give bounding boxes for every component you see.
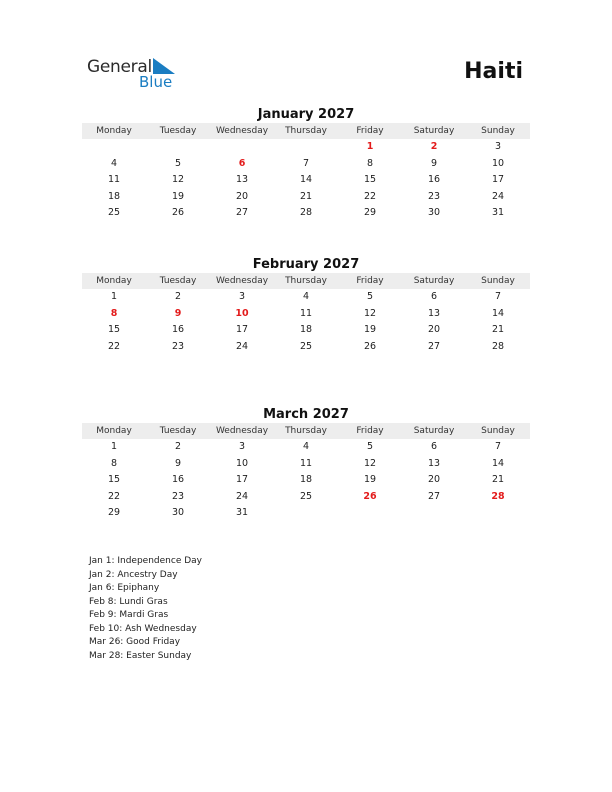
day-cell: 23 <box>171 340 185 352</box>
day-cell: 20 <box>427 474 441 486</box>
month-february <box>82 256 530 355</box>
week-row <box>82 489 530 506</box>
holiday-item: Feb 9: Mardi Gras <box>89 610 169 620</box>
week-row <box>82 189 530 206</box>
day-cell: 19 <box>171 190 185 202</box>
day-cell: 4 <box>110 157 118 169</box>
day-cell: 10 <box>235 457 249 469</box>
day-cell: 11 <box>299 457 313 469</box>
day-cell: 27 <box>427 340 441 352</box>
holiday-item: Feb 8: Lundi Gras <box>89 596 168 607</box>
day-cell: 3 <box>494 141 502 152</box>
day-cell: 1 <box>366 141 374 152</box>
day-cell: 20 <box>427 324 441 336</box>
holiday-item: Jan 2: Ancestry Day <box>89 569 178 580</box>
day-cell: 3 <box>238 291 246 302</box>
day-cell: 1 <box>110 441 118 452</box>
day-cell: 27 <box>427 490 441 502</box>
weekday-label: Monday <box>96 426 132 436</box>
day-cell: 14 <box>491 457 505 469</box>
day-cell: 13 <box>427 307 441 319</box>
day-cell: 21 <box>299 190 313 202</box>
weekday-label: Monday <box>96 126 132 136</box>
weekday-label: Wednesday <box>215 276 269 286</box>
day-cell: 1 <box>110 291 118 302</box>
day-cell: 12 <box>363 457 377 469</box>
day-cell <box>146 139 210 156</box>
day-cell: 17 <box>235 474 249 486</box>
day-cell: 10 <box>235 307 249 319</box>
month-january <box>82 106 530 222</box>
day-cell: 12 <box>171 174 185 186</box>
country-title: Haiti <box>464 59 523 84</box>
logo-text-general: General <box>87 57 152 77</box>
day-cell: 11 <box>299 307 313 319</box>
month-title: March 2027 <box>263 407 349 422</box>
holiday-item: Jan 1: Independence Day <box>89 556 202 566</box>
weekday-label: Sunday <box>481 276 515 286</box>
week-row <box>82 456 530 473</box>
day-cell: 2 <box>174 441 182 452</box>
week-row <box>82 306 530 323</box>
weekday-label: Friday <box>356 426 384 436</box>
holiday-item: Mar 26: Good Friday <box>89 637 181 647</box>
day-cell: 9 <box>174 457 182 469</box>
day-cell: 9 <box>430 157 438 169</box>
holiday-item: Mar 28: Easter Sunday <box>89 650 192 661</box>
day-cell: 3 <box>238 441 246 452</box>
weekday-label: Sunday <box>481 426 515 436</box>
day-cell: 16 <box>171 474 185 486</box>
day-cell: 15 <box>107 474 121 486</box>
weekday-label: Saturday <box>413 276 455 286</box>
day-cell: 27 <box>235 207 249 219</box>
day-cell: 13 <box>427 457 441 469</box>
day-cell <box>402 505 466 522</box>
weekday-label: Monday <box>96 276 132 286</box>
weekday-label: Thursday <box>285 276 327 286</box>
day-cell: 13 <box>235 174 249 186</box>
day-cell: 22 <box>363 190 377 202</box>
month-title: January 2027 <box>257 107 355 122</box>
day-cell: 8 <box>366 157 374 169</box>
holiday-list <box>89 555 202 663</box>
day-cell: 5 <box>366 291 374 302</box>
day-cell <box>274 139 338 156</box>
weekday-label: Friday <box>356 126 384 136</box>
brand-logo <box>87 56 187 92</box>
day-cell: 26 <box>363 340 377 352</box>
day-cell: 19 <box>363 324 377 336</box>
holiday-item: Feb 10: Ash Wednesday <box>89 623 197 634</box>
day-cell: 19 <box>363 474 377 486</box>
holiday-item: Jan 6: Epiphany <box>89 583 160 593</box>
week-row <box>82 439 530 456</box>
day-cell: 21 <box>491 324 505 336</box>
day-cell: 29 <box>107 507 121 519</box>
day-cell: 14 <box>299 174 313 186</box>
day-cell: 31 <box>235 507 249 519</box>
day-cell: 8 <box>110 307 118 319</box>
day-cell: 24 <box>235 340 249 352</box>
weekday-label: Saturday <box>413 126 455 136</box>
weekday-label: Thursday <box>285 426 327 436</box>
day-cell: 20 <box>235 190 249 202</box>
day-cell: 6 <box>430 291 438 302</box>
week-row <box>82 156 530 173</box>
day-cell: 18 <box>299 474 313 486</box>
day-cell: 30 <box>427 207 441 219</box>
day-cell: 25 <box>107 207 121 219</box>
day-cell: 10 <box>491 157 505 169</box>
day-cell: 2 <box>174 291 182 302</box>
day-cell: 30 <box>171 507 185 519</box>
day-cell: 24 <box>491 190 505 202</box>
day-cell: 28 <box>491 340 505 352</box>
day-cell: 23 <box>171 490 185 502</box>
week-row <box>82 322 530 339</box>
week-row <box>82 172 530 189</box>
day-cell: 7 <box>494 441 502 452</box>
day-cell: 4 <box>302 441 310 452</box>
day-cell: 31 <box>491 207 505 219</box>
weekday-label: Thursday <box>285 126 327 136</box>
day-cell: 22 <box>107 340 121 352</box>
week-row <box>82 505 530 522</box>
day-cell: 23 <box>427 190 441 202</box>
day-cell <box>338 505 402 522</box>
day-cell: 18 <box>299 324 313 336</box>
week-row <box>82 139 530 156</box>
week-row <box>82 205 530 222</box>
day-cell: 25 <box>299 340 313 352</box>
month-march <box>82 406 530 522</box>
weekday-label: Sunday <box>481 126 515 136</box>
day-cell: 12 <box>363 307 377 319</box>
weekday-header <box>82 123 530 139</box>
weekday-label: Tuesday <box>159 276 197 286</box>
day-cell: 25 <box>299 490 313 502</box>
day-cell: 11 <box>107 174 121 186</box>
day-cell: 6 <box>430 441 438 452</box>
week-row <box>82 339 530 356</box>
day-cell: 7 <box>302 157 310 169</box>
day-cell: 26 <box>171 207 185 219</box>
day-cell: 22 <box>107 490 121 502</box>
weekday-header <box>82 423 530 439</box>
day-cell: 24 <box>235 490 249 502</box>
month-grid <box>82 289 530 355</box>
day-cell: 7 <box>494 291 502 302</box>
logo-triangle-icon <box>153 58 175 74</box>
weekday-label: Wednesday <box>215 426 269 436</box>
day-cell: 17 <box>491 174 505 186</box>
day-cell: 18 <box>107 190 121 202</box>
day-cell <box>274 505 338 522</box>
day-cell: 16 <box>171 324 185 336</box>
week-row <box>82 472 530 489</box>
day-cell: 29 <box>363 207 377 219</box>
day-cell: 14 <box>491 307 505 319</box>
day-cell: 5 <box>174 157 182 169</box>
day-cell: 8 <box>110 457 118 469</box>
weekday-label: Friday <box>356 276 384 286</box>
weekday-label: Wednesday <box>215 126 269 136</box>
week-row <box>82 289 530 306</box>
month-grid <box>82 139 530 222</box>
day-cell <box>210 139 274 156</box>
day-cell: 4 <box>302 291 310 302</box>
day-cell: 9 <box>174 307 182 319</box>
day-cell: 6 <box>238 157 246 169</box>
weekday-label: Tuesday <box>159 126 197 136</box>
logo-text-blue: Blue <box>139 73 173 91</box>
day-cell <box>466 505 530 522</box>
day-cell: 15 <box>107 324 121 336</box>
month-grid <box>82 439 530 522</box>
day-cell: 17 <box>235 324 249 336</box>
day-cell: 2 <box>430 141 438 152</box>
day-cell: 28 <box>491 490 505 502</box>
day-cell: 21 <box>491 474 505 486</box>
weekday-label: Saturday <box>413 426 455 436</box>
day-cell: 15 <box>363 174 377 186</box>
day-cell: 26 <box>363 490 377 502</box>
month-title: February 2027 <box>252 257 360 272</box>
day-cell: 16 <box>427 174 441 186</box>
day-cell <box>82 139 146 156</box>
weekday-label: Tuesday <box>159 426 197 436</box>
weekday-header <box>82 273 530 289</box>
day-cell: 28 <box>299 207 313 219</box>
day-cell: 5 <box>366 441 374 452</box>
